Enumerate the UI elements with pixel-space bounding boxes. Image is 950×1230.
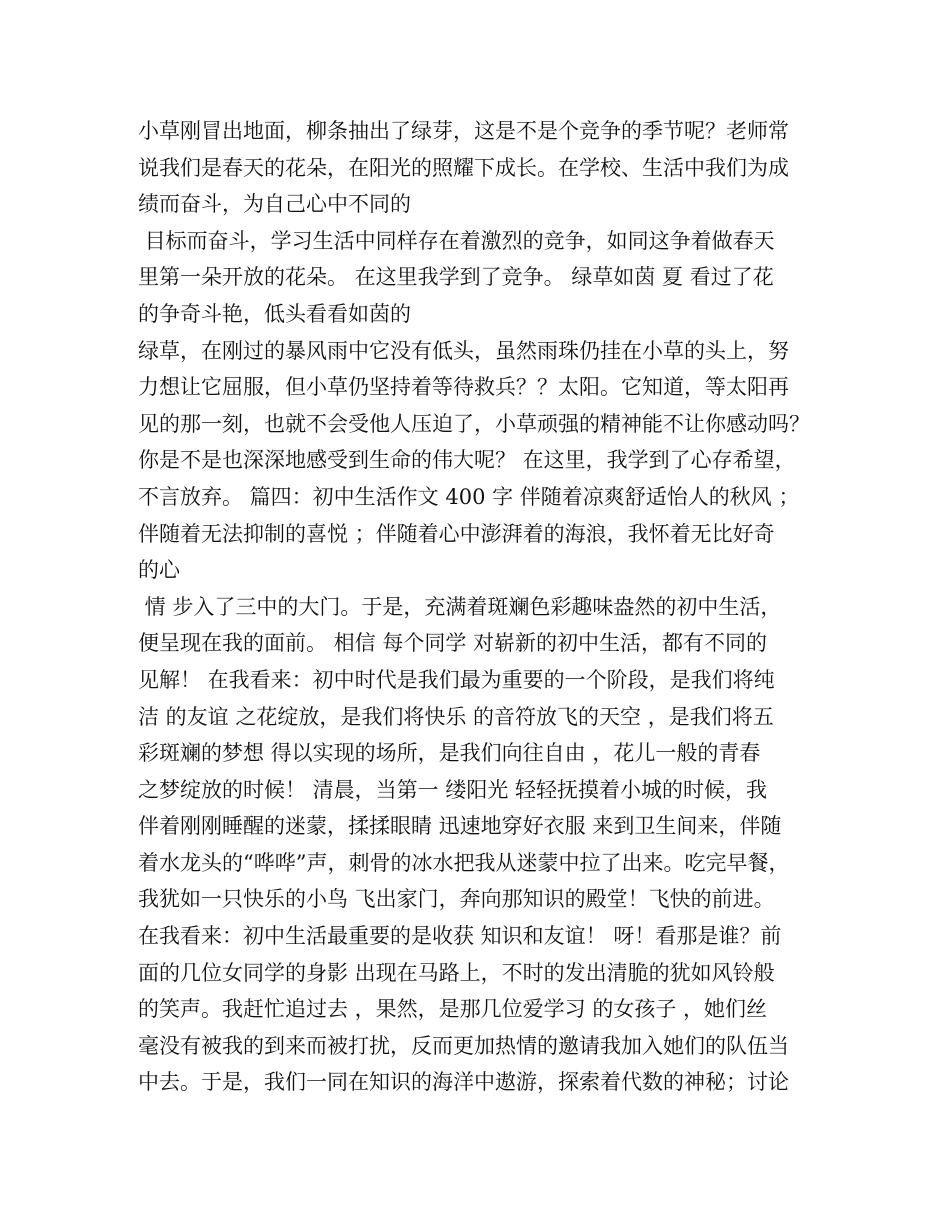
text-line: 见的那一刻，也就不会受他人压迫了，小草顽强的精神能不让你感动吗？ — [138, 411, 810, 436]
text-line: 便呈现在我的面前。 相信 每个同学 对崭新的初中生活，都有不同的 — [138, 631, 768, 656]
text-line: 洁 的友谊 之花绽放，是我们将快乐 的音符放飞的天空 ，是我们将五 — [138, 704, 774, 729]
text-line: 面的几位女同学的身影 出现在马路上，不时的发出清脆的犹如风铃般 — [138, 960, 775, 985]
text-line: 情 步入了三中的大门。于是，充满着斑斓色彩趣味盎然的初中生活， — [138, 594, 782, 619]
text-line: 见解！ 在我看来：初中时代是我们最为重要的一个阶段，是我们将纯 — [138, 667, 775, 692]
text-line: 的笑声。我赶忙追过去 ，果然，是那几位爱学习 的女孩子 ，她们丝 — [138, 997, 768, 1022]
text-line: 毫没有被我的到来而被打扰，反而更加热情的邀请我加入她们的队伍当 — [138, 1033, 789, 1058]
text-line: 在我看来：初中生活最重要的是收获 知识和友谊！ 呀！看那是谁？前 — [138, 924, 782, 949]
text-line: 里第一朵开放的花朵。 在这里我学到了竞争。 绿草如茵 夏 看过了花 — [138, 265, 774, 290]
text-line: 绩而奋斗，为自己心中不同的 — [138, 192, 411, 217]
text-line: 伴随着无法抑制的喜悦 ；伴随着心中澎湃着的海浪，我怀着无比好奇 — [138, 521, 775, 546]
text-line: 着水龙头的“哗哗”声，刺骨的冰水把我从迷蒙中拉了出来。吃完早餐， — [138, 850, 790, 875]
text-line: 你是不是也深深地感受到生命的伟大呢？ 在这里，我学到了心存希望， — [138, 448, 796, 473]
text-line: 绿草，在刚过的暴风雨中它没有低头，虽然雨珠仍挂在小草的头上，努 — [138, 338, 789, 363]
essay-body-text — [138, 113, 838, 1101]
text-line: 伴着刚刚睡醒的迷蒙，揉揉眼睛 迅速地穿好衣服 来到卫生间来，伴随 — [138, 814, 782, 839]
text-line: 的争奇斗艳，低头看看如茵的 — [138, 301, 411, 326]
text-line: 的心 — [138, 558, 180, 583]
text-line: 力想让它屈服，但小草仍坚持着等待救兵？？太阳。它知道，等太阳再 — [138, 375, 789, 400]
text-line: 之梦绽放的时候！ 清晨，当第一 缕阳光 轻轻抚摸着小城的时候，我 — [138, 777, 768, 802]
text-line: 我犹如一只快乐的小鸟 飞出家门，奔向那知识的殿堂！飞快的前进。 — [138, 887, 775, 912]
text-line: 彩斑斓的梦想 得以实现的场所，是我们向往自由 ，花儿一般的青春 — [138, 741, 761, 766]
text-line: 目标而奋斗，学习生活中同样存在着激烈的竞争，如同这争着做春天 — [138, 228, 775, 253]
text-line: 不言放弃。 篇四：初中生活作文 400 字 伴随着凉爽舒适怡人的秋风 ； — [138, 484, 800, 509]
text-line: 小草刚冒出地面，柳条抽出了绿芽，这是不是个竞争的季节呢？老师常 — [138, 119, 789, 143]
text-line: 中去。于是，我们一同在知识的海洋中遨游，探索着代数的神秘；讨论 — [138, 1070, 789, 1095]
text-line: 说我们是春天的花朵，在阳光的照耀下成长。在学校、生活中我们为成 — [138, 155, 789, 180]
